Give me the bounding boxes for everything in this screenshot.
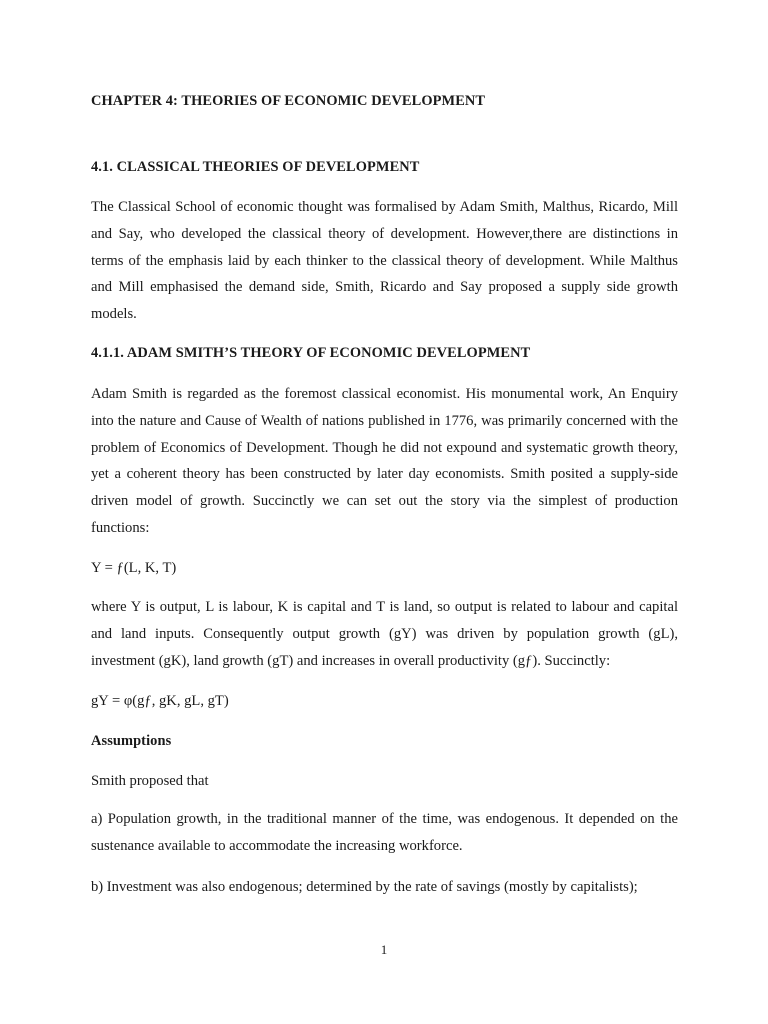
smith-paragraph: Adam Smith is regarded as the foremost classical economist. His monumental work, An Enquiry into the nature and Cause of Wealth of nations published in 1776, was primarily concerned with the problem of Economics of Development. Though he did not expound and systematic growth theory, yet a coherent theory has been constructed by later day economists. Smith posited a supply-side driven model of growth. Succinctly we can set out the story via the simplest of production functions: — [91, 386, 678, 536]
subsection-heading: 4.1.1. ADAM SMITH’S THEORY OF ECONOMIC DEVELOPMENT — [91, 345, 531, 361]
smith-proposed-text: Smith proposed that — [91, 773, 209, 789]
production-function: Y = ƒ(L, K, T) — [91, 560, 177, 576]
growth-equation: gY = φ(gƒ, gK, gL, gT) — [91, 693, 229, 709]
page-number: 1 — [380, 942, 388, 957]
chapter-title: CHAPTER 4: THEORIES OF ECONOMIC DEVELOPMENT — [91, 93, 486, 109]
where-paragraph: where Y is output, L is labour, K is capital and T is land, so output is related to labour and capital and land inputs. Consequently output growth (gY) was driven by population growth (gL), investment (gK), land growth (gT) and increases in overall productivity (gƒ). Succinctly: — [91, 599, 678, 669]
section-heading: 4.1. CLASSICAL THEORIES OF DEVELOPMENT — [91, 159, 420, 175]
assumption-a: a) Population growth, in the traditional manner of the time, was endogenous. It depended on the sustenance available to accommodate the increasing workforce. — [91, 811, 678, 854]
intro-paragraph: The Classical School of economic thought was formalised by Adam Smith, Malthus, Ricardo, Mill and Say, who developed the classical theory of development. However,there are distinctions in terms of the emphasis laid by each thinker to the classical theory of development. While Malthus and Mill emphasised the demand side, Smith, Ricardo and Say proposed a supply side growth models. — [91, 199, 678, 323]
assumption-b: b) Investment was also endogenous; determined by the rate of savings (mostly by capitalists); — [91, 879, 638, 895]
assumptions-heading: Assumptions — [91, 733, 172, 749]
